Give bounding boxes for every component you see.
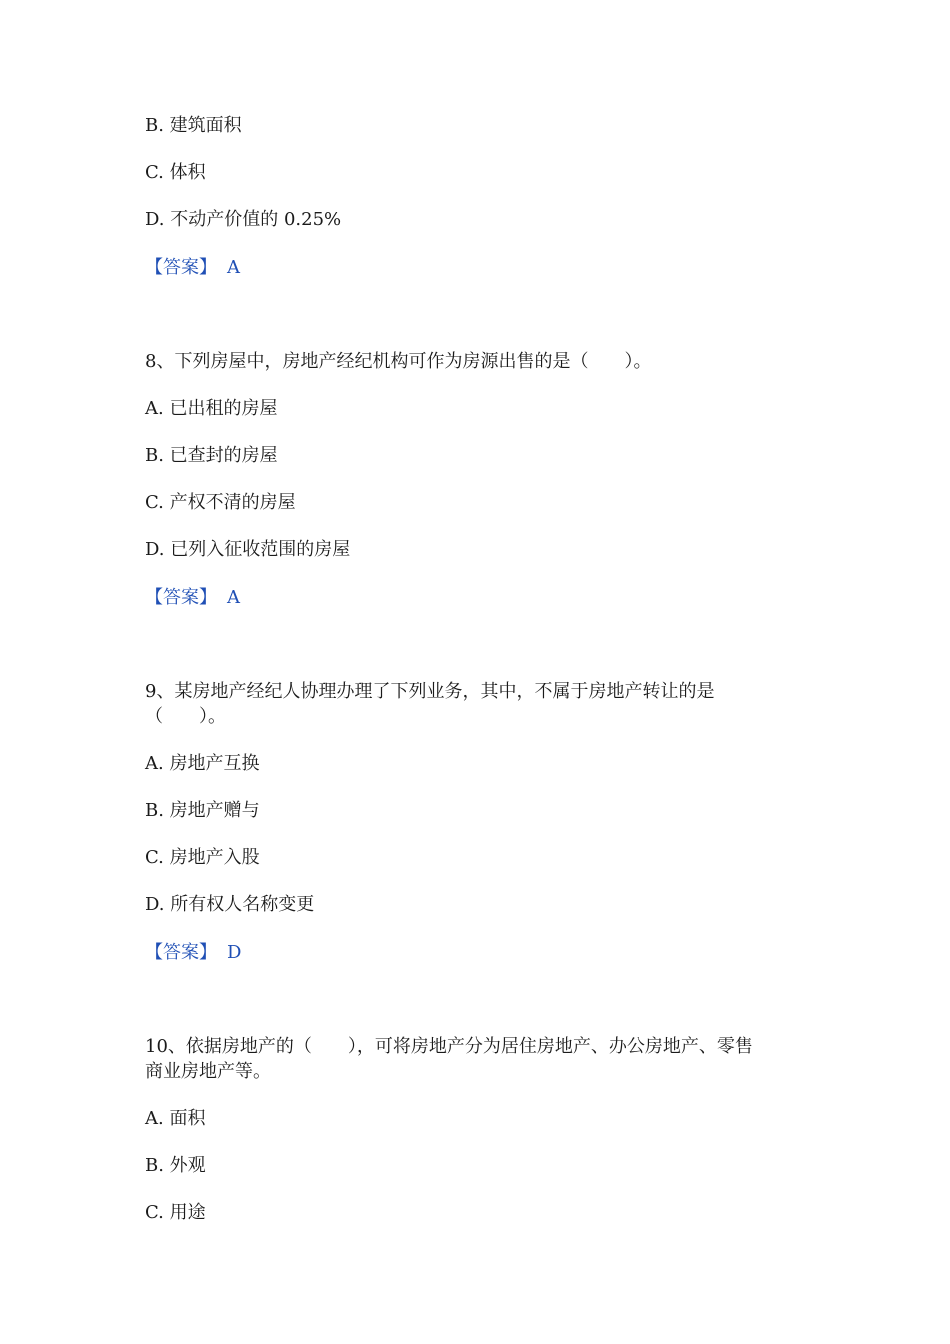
- q8-answer: [145, 586, 240, 610]
- q9-answer-label: 【答案】: [145, 942, 217, 963]
- q8-option-a: A. 已出租的房屋: [145, 398, 278, 419]
- q7-answer: [145, 256, 240, 280]
- q9-option-d: D. 所有权人名称变更: [145, 894, 315, 915]
- q9-question-line2: （ ）。: [145, 706, 226, 727]
- q7-option-d: D. 不动产价值的 0.25%: [145, 209, 342, 230]
- q9-answer: [145, 941, 241, 965]
- q8-option-d: D. 已列入征收范围的房屋: [145, 539, 351, 560]
- q9-option-a: A. 房地产互换: [145, 753, 260, 774]
- q8-option-b: B. 已查封的房屋: [145, 445, 278, 466]
- q8-question: 8、下列房屋中，房地产经纪机构可作为房源出售的是（ ）。: [145, 351, 652, 372]
- q8-answer-label: 【答案】: [145, 587, 217, 608]
- q9-question-line1: 9、某房地产经纪人协理办理了下列业务，其中，不属于房地产转让的是: [145, 681, 715, 702]
- q9-answer-value: D: [227, 942, 242, 963]
- q7-answer-label: 【答案】: [145, 257, 217, 278]
- q7-answer-value: A: [227, 257, 240, 278]
- q10-option-a: A. 面积: [145, 1108, 206, 1129]
- q9-option-c: C. 房地产入股: [145, 847, 260, 868]
- q7-option-b: B. 建筑面积: [145, 115, 242, 136]
- q7-option-c: C. 体积: [145, 162, 206, 183]
- q9-option-b: B. 房地产赠与: [145, 800, 260, 821]
- q10-option-b: B. 外观: [145, 1155, 206, 1176]
- q10-question-line1: 10、依据房地产的（ ），可将房地产分为居住房地产、办公房地产、零售: [145, 1036, 753, 1057]
- q10-option-c: C. 用途: [145, 1202, 206, 1223]
- q8-option-c: C. 产权不清的房屋: [145, 492, 296, 513]
- q10-question-line2: 商业房地产等。: [145, 1061, 271, 1082]
- q8-answer-value: A: [227, 587, 240, 608]
